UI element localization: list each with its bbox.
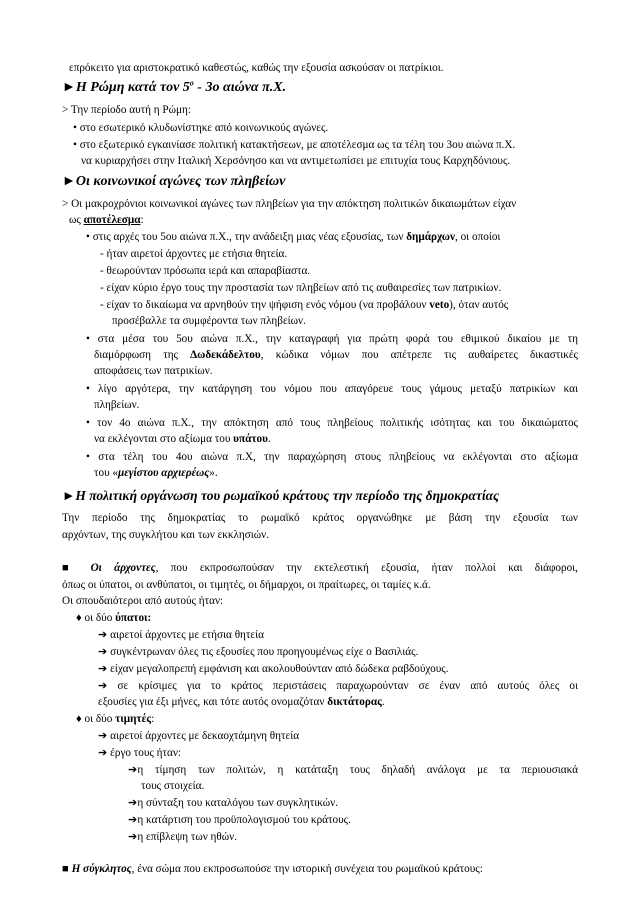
consuls-arrow-2: ➔ συγκέντρωναν όλες τις εξουσίες που προηγουμένως είχε ο Βασιλιάς.	[98, 646, 419, 658]
square-bullet-icon: ■	[62, 562, 91, 574]
struggles-bullet-twelve-tables-line2: διαμόρφωση της Δωδεκάδελτου, κώδικα νόμων που απέτρεπε τις αυθαίρετες δικαστικές	[94, 349, 578, 361]
magistrates-line2: όπως οι ύπατοι, οι ανθύπατοι, οι τιμητές, οι δήμαρχοι, οι πραίτωρες, οι ταμίες κ.ά.	[62, 579, 431, 591]
censors-duty-4: ➔η επίβλεψη των ηθών.	[128, 831, 237, 843]
struggles-bullet-equality-line1: • τον 4ο αιώνα π.Χ., την απόκτηση από τους πληβείους πολιτικής ισότητας και του δικαιώματος	[86, 417, 578, 429]
struggles-bullet-twelve-tables-line3: αποφάσεις των πατρικίων.	[94, 365, 213, 377]
tribunes-term: δημάρχων	[406, 231, 455, 243]
veto-term: veto	[429, 299, 450, 311]
consuls-term: ύπατοι:	[115, 612, 152, 624]
struggles-bullet-twelve-tables-line1: • στα μέσα του 5ου αιώνα π.Χ., την καταγραφή για πρώτη φορά του εθιμικού δικαίου με τη	[86, 333, 578, 345]
organization-paragraph-line2: αρχόντων, της συγκλήτου και των εκκλησιών.	[62, 529, 269, 541]
organization-paragraph-line1: Την περίοδο της δημοκρατίας το ρωμαϊκό κράτος οργανώθηκε με βάση την εξουσία των	[62, 512, 578, 524]
censors-duty-1-line1: ➔η τίμηση των πολιτών, η κατάταξη τους δηλαδή ανάλογα με τα περιουσιακά	[128, 764, 578, 776]
magistrates-line1: ■ Οι άρχοντες, που εκπροσωπούσαν την εκτελεστική εξουσία, ήταν πολλοί και διάφοροι,	[62, 562, 578, 574]
result-term: αποτέλεσμα	[83, 214, 141, 226]
magistrates-line3: Οι σπουδαιότεροι από αυτούς ήταν:	[62, 595, 224, 607]
censors-term: τιμητές	[115, 713, 152, 725]
magistrates-term: Οι άρχοντες	[90, 562, 156, 574]
struggles-bullet-marriage-line2: πληβείων.	[94, 399, 140, 411]
triangle-marker-icon: ►	[62, 174, 76, 189]
dictator-term: δικτάτορας	[327, 696, 382, 708]
tribunes-dash-3: - είχαν κύριο έργο τους την προστασία των πληβείων από τις αυθαιρεσίες των πατρικίων.	[100, 282, 502, 294]
triangle-marker-icon: ►	[62, 488, 76, 503]
struggles-bullet-tribunes: • στις αρχές του 5ου αιώνα π.Χ., την ανάδειξη μιας νέας εξουσίας, των δημάρχων, οι οποίοι	[86, 231, 501, 243]
rome-lead: > Την περίοδο αυτή η Ρώμη:	[62, 104, 191, 116]
struggles-bullet-equality-line2: να εκλέγονται στο αξίωμα του υπάτου.	[94, 433, 271, 445]
censors-duty-1-line2: τους στοιχεία.	[141, 780, 205, 792]
consul-term: υπάτου	[233, 433, 268, 445]
censors-arrow-2: ➔ έργο τους ήταν:	[98, 747, 182, 759]
struggles-lead-line1: > Οι μακροχρόνιοι κοινωνικοί αγώνες των πληβείων για την απόκτηση πολιτικών δικαιωμάτων είχαν	[62, 198, 517, 210]
rome-bullet-external-line1: • στο εξωτερικό εγκαινίασε πολιτική κατακτήσεων, με αποτέλεσμα ως τα τέλη του 3ου αιώνα π.Χ.	[73, 139, 516, 151]
intro-line: επρόκειτο για αριστοκρατικό καθεστώς, καθώς την εξουσία ασκούσαν οι πατρίκιοι.	[69, 62, 444, 74]
consuls-arrow-4-line2: εξουσίες για έξι μήνες, και τότε αυτός ονομαζόταν δικτάτορας.	[98, 696, 385, 708]
square-bullet-icon: ■	[62, 863, 72, 875]
rome-bullet-external-line2: να κυριαρχήσει στην Ιταλική Χερσόνησο και να αντιμετωπίσει με επιτυχία τους Καρχηδόνιους.	[81, 155, 511, 167]
struggles-bullet-pontifex-line2: του «μεγίστου αρχιερέως».	[94, 467, 218, 479]
censors-duty-2: ➔η σύνταξη του καταλόγου των συγκλητικών.	[128, 797, 339, 809]
senate-line: ■ Η σύγκλητος, ένα σώμα που εκπροσωπούσε την ιστορική συνέχεια του ρωμαϊκού κράτους:	[62, 863, 483, 875]
senate-term: Η σύγκλητος	[71, 863, 132, 875]
tribunes-dash-2: - θεωρούνταν πρόσωπα ιερά και απαραβίαστα.	[100, 265, 311, 277]
consuls-arrow-4-line1: ➔ σε κρίσιμες για το κράτος περιστάσεις παραχωρούνταν σε έναν από αυτούς όλες οι	[98, 680, 578, 692]
struggles-bullet-marriage-line1: • λίγο αργότερα, την κατάργηση του νόμου που απαγόρευε τους γάμους μεταξύ πατρικίων και	[86, 383, 578, 395]
tribunes-dash-4: - είχαν το δικαίωμα να αρνηθούν την ψήφιση ενός νόμου (να προβάλουν veto), όταν αυτός	[100, 299, 509, 311]
struggles-bullet-pontifex-line1: • στα τέλη του 4ου αιώνα π.Χ, την παραχώρηση στους πληβείους να εκλέγονται στο αξίωμα	[86, 451, 578, 463]
rome-bullet-internal: • στο εσωτερικό κλυδωνίστηκε από κοινωνικούς αγώνες.	[73, 122, 329, 134]
censors-duty-3: ➔η κατάρτιση του προϋπολογισμού του κράτους.	[128, 814, 351, 826]
censors-heading: ♦ οι δύο τιμητές:	[76, 713, 155, 725]
consuls-arrow-1: ➔ αιρετοί άρχοντες με ετήσια θητεία	[98, 629, 264, 641]
consuls-arrow-3: ➔ είχαν μεγαλοπρεπή εμφάνιση και ακολουθούνταν από δώδεκα ραβδούχους.	[98, 663, 449, 675]
tribunes-dash-4-line2: προσέβαλλε τα συμφέροντα των πληβείων.	[112, 315, 306, 327]
tribunes-dash-1: - ήταν αιρετοί άρχοντες με ετήσια θητεία.	[100, 248, 288, 260]
triangle-marker-icon: ►	[62, 80, 76, 95]
struggles-lead-line2: ως αποτέλεσμα:	[69, 214, 144, 226]
pontifex-term: μεγίστου αρχιερέως	[118, 467, 210, 479]
section-heading-political-organization: ►Η πολιτική οργάνωση του ρωμαϊκού κράτους την περίοδο της δημοκρατίας	[62, 488, 500, 503]
section-heading-rome: ►Η Ρώμη κατά τον $5^o - 3o$ αιώνα π.Χ.	[62, 78, 287, 95]
section-heading-plebeian-struggles: ►Οι κοινωνικοί αγώνες των πληβείων	[62, 174, 286, 189]
consuls-heading: ♦ οι δύο ύπατοι:	[76, 612, 152, 624]
twelve-tables-term: Δωδεκάδελτου	[190, 349, 261, 361]
censors-arrow-1: ➔ αιρετοί άρχοντες με δεκαοχτάμηνη θητεία	[98, 730, 300, 742]
